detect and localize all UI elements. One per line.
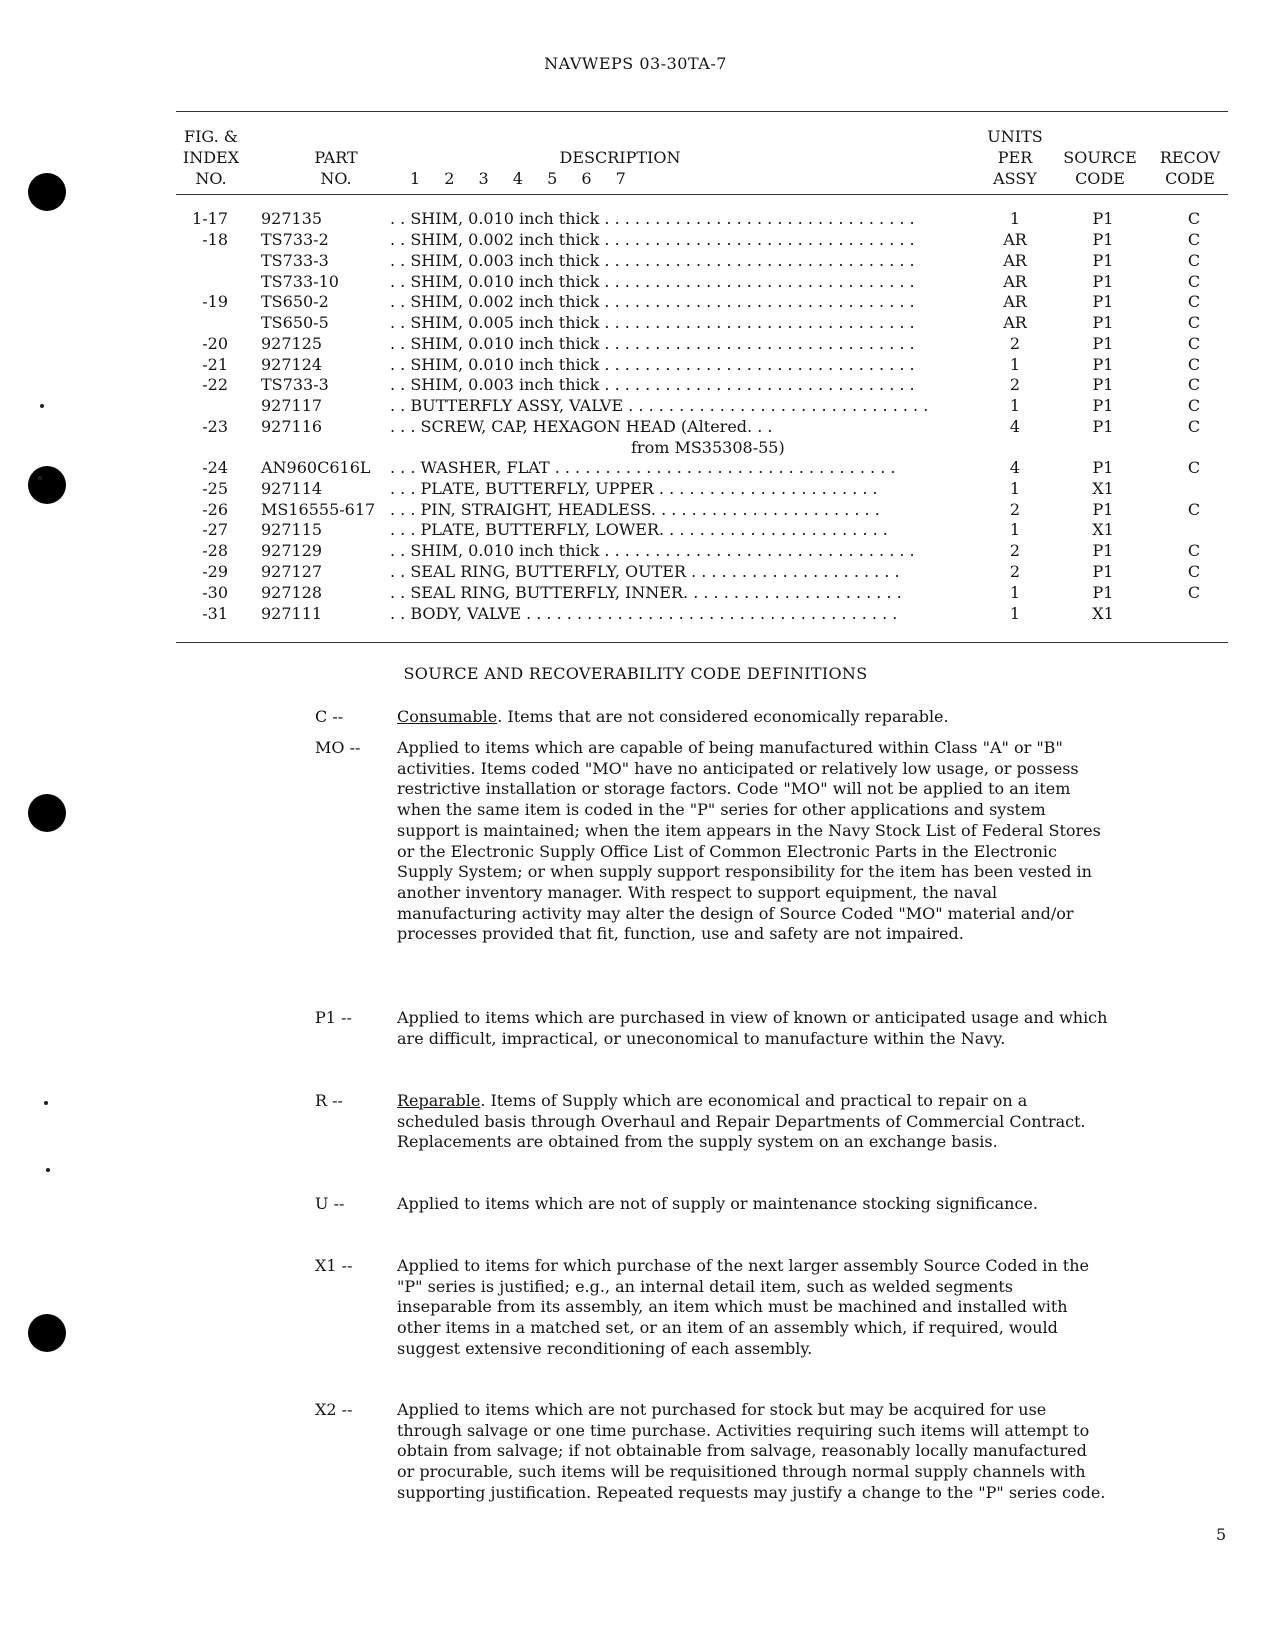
description-continuation: from MS35308-55) xyxy=(631,438,785,457)
document-id: NAVWEPS 03-30TA-7 xyxy=(544,54,727,73)
definitions-title: SOURCE AND RECOVERABILITY CODE DEFINITIONS xyxy=(403,664,868,683)
table-row: -18 TS733-2 . . SHIM, 0.002 inch thick . . . . . . . . . . . . . . . . . . . . . . . . . . . . . . . AR P1 C xyxy=(202,230,1201,249)
definition-text: Reparable. Items of Supply which are economical and practical to repair on a scheduled basis through Overhaul and Repair Departments of Commercial Contract. Replacements are obtained from the supply system on an exchange basis. xyxy=(397,1091,1086,1152)
scan-speck xyxy=(46,1168,50,1172)
table-row: -30 927128 . . SEAL RING, BUTTERFLY, INNER. . . . . . . . . . . . . . . . . . . . . . 1 P1 C xyxy=(202,583,1201,602)
definition-code: P1 -- xyxy=(315,1008,352,1027)
definition-text: Applied to items which are not of supply or maintenance stocking significance. xyxy=(397,1194,1038,1213)
table-row: 1-17 927135 . . SHIM, 0.010 inch thick . . . . . . . . . . . . . . . . . . . . . . . . . . . . . . . 1 P1 C xyxy=(192,209,1201,228)
table-row: -28 927129 . . SHIM, 0.010 inch thick . . . . . . . . . . . . . . . . . . . . . . . . . . . . . . . 2 P1 C xyxy=(202,541,1201,560)
binder-hole xyxy=(28,794,66,832)
header-fig-index: FIG. & INDEX NO. xyxy=(182,127,240,188)
definition-code: R -- xyxy=(315,1091,343,1110)
table-row: 927117 . . BUTTERFLY ASSY, VALVE . . . . . . . . . . . . . . . . . . . . . . . . . . . . . . 1 P1 C xyxy=(261,396,1201,415)
definition-text: Applied to items which are purchased in view of known or anticipated usage and which are difficult, impractical, or uneconomical to manufacture within the Navy. xyxy=(397,1008,1108,1048)
binder-hole xyxy=(28,1314,66,1352)
table-row: -25 927114 . . . PLATE, BUTTERFLY, UPPER . . . . . . . . . . . . . . . . . . . . . . 1 X1 xyxy=(202,479,1114,498)
definition-code: X2 -- xyxy=(315,1400,353,1419)
definition-text: Applied to items which are capable of being manufactured within Class "A" or "B" activities. Items coded "MO" have no anticipated or relatively low usage, or possess restrictive installation or storage factors. Code "MO" will not be applied to an item when the same item is coded in the "P" series for other applications and system support is maintained; when the item appears in the Navy Stock List of Federal Stores or the Electronic Supply Office List of Common Electronic Parts in the Electronic Supply System; or when supply support responsibility for the item has been vested in another inventory manager. With respect to support equipment, the naval manufacturing activity may alter the design of Source Coded "MO" material and/or processes provided that fit, function, use and safety are not impaired. xyxy=(397,738,1101,944)
header-part-no: PART NO. xyxy=(314,148,358,188)
header-units: UNITS PER ASSY xyxy=(987,127,1043,188)
table-row: -21 927124 . . SHIM, 0.010 inch thick . . . . . . . . . . . . . . . . . . . . . . . . . . . . . . . 1 P1 C xyxy=(202,355,1201,374)
definition-text: Applied to items for which purchase of the next larger assembly Source Coded in the "P" series is justified; e.g., an internal detail item, such as welded segments inseparable from its assembly, an item which must be machined and installed with other items in a matched set, or an item of an assembly which, if required, would suggest extensive reconditioning of each assembly. xyxy=(397,1256,1089,1358)
table-bottom-rule xyxy=(176,642,1228,643)
definition-text: Consumable. Items that are not considered economically reparable. xyxy=(397,707,949,726)
definition-code: MO -- xyxy=(315,738,361,757)
table-row: TS733-3 . . SHIM, 0.003 inch thick . . . . . . . . . . . . . . . . . . . . . . . . . . . . . . . AR P1 C xyxy=(261,251,1201,270)
binder-hole xyxy=(28,173,66,211)
table-row: -23 927116 . . . SCREW, CAP, HEXAGON HEAD (Altered. . . 4 P1 C xyxy=(202,417,1201,436)
definition-code: U -- xyxy=(315,1194,345,1213)
definition-code: X1 -- xyxy=(315,1256,353,1275)
header-description: DESCRIPTION xyxy=(559,148,681,167)
table-top-rule xyxy=(176,111,1228,112)
table-row: -26 MS16555-617 . . . PIN, STRAIGHT, HEADLESS. . . . . . . . . . . . . . . . . . . . . . . 2 P1 C xyxy=(202,500,1201,519)
header-recov-code: RECOV CODE xyxy=(1159,148,1221,188)
header-indent-levels: 1 2 3 4 5 6 7 xyxy=(410,169,626,188)
table-row: TS650-5 . . SHIM, 0.005 inch thick . . . . . . . . . . . . . . . . . . . . . . . . . . . . . . . AR P1 C xyxy=(261,313,1201,332)
table-row: -20 927125 . . SHIM, 0.010 inch thick . . . . . . . . . . . . . . . . . . . . . . . . . . . . . . . 2 P1 C xyxy=(202,334,1201,353)
table-header-rule xyxy=(176,194,1228,195)
table-row: TS733-10 . . SHIM, 0.010 inch thick . . . . . . . . . . . . . . . . . . . . . . . . . . . . . . . AR P1 C xyxy=(261,272,1201,291)
page-number: 5 xyxy=(1216,1525,1227,1544)
scan-speck xyxy=(44,1101,48,1105)
table-row: -31 927111 . . BODY, VALVE . . . . . . . . . . . . . . . . . . . . . . . . . . . . . . . . . . . . . 1 X1 xyxy=(202,604,1114,623)
table-row: -19 TS650-2 . . SHIM, 0.002 inch thick . . . . . . . . . . . . . . . . . . . . . . . . . . . . . . . AR P1 C xyxy=(202,292,1201,311)
definition-code: C -- xyxy=(315,707,344,726)
header-source-code: SOURCE CODE xyxy=(1063,148,1137,188)
table-row: -29 927127 . . SEAL RING, BUTTERFLY, OUTER . . . . . . . . . . . . . . . . . . . . . 2 P1 C xyxy=(202,562,1201,581)
table-row: -22 TS733-3 . . SHIM, 0.003 inch thick . . . . . . . . . . . . . . . . . . . . . . . . . . . . . . . 2 P1 C xyxy=(202,375,1201,394)
table-row: -27 927115 . . . PLATE, BUTTERFLY, LOWER. . . . . . . . . . . . . . . . . . . . . . . 1 X1 xyxy=(202,520,1114,539)
definition-text: Applied to items which are not purchased for stock but may be acquired for use through salvage or one time purchase. Activities requiring such items will attempt to obtain from salvage; if not obtainable from salvage, reasonably locally manufactured or procurable, such items will be requisitioned through normal supply channels with supporting justification. Repeated requests may justify a change to the "P" series code. xyxy=(397,1400,1106,1502)
table-row: -24 AN960C616L . . . WASHER, FLAT . . . . . . . . . . . . . . . . . . . . . . . . . . . . . . . . . . 4 P1 C xyxy=(202,458,1201,477)
